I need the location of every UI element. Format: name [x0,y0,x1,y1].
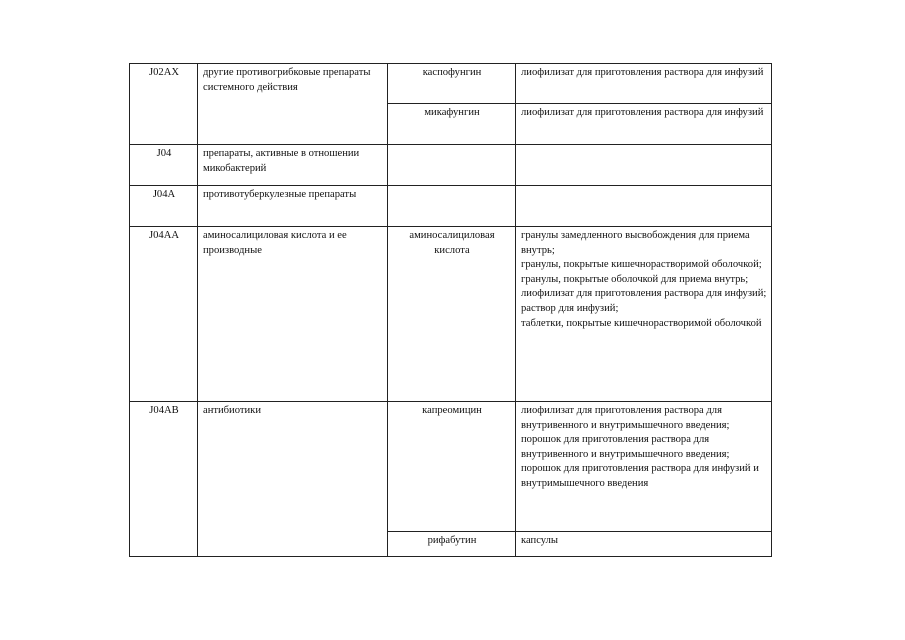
table-row [130,64,772,104]
table-row [130,145,772,186]
dosage-form-cell [516,145,772,186]
dosage-form-cell [516,186,772,227]
dosage-form-item: порошок для приготовления раствора для инфузий и внутримышечного введения [521,463,759,489]
group-name-cell: другие противогрибковые препараты системного действия [198,64,388,145]
drug-name-cell [388,186,516,227]
group-name-cell: антибиотики [198,402,388,557]
drug-name-cell: микафунгин [388,104,516,145]
dosage-form-item: таблетки, покрытые кишечнорастворимой оболочкой [521,317,762,329]
drug-name-cell [388,145,516,186]
atc-code-cell: J04AA [130,227,198,402]
drug-name-cell: аминосалициловая кислота [388,227,516,402]
atc-code-cell: J04 [130,145,198,186]
dosage-form-item: лиофилизат для приготовления раствора для инфузий; [521,288,767,300]
drug-name-cell: рифабутин [388,532,516,557]
atc-code-cell: J04AB [130,402,198,557]
dosage-form-item: гранулы, покрытые оболочкой для приема внутрь; [521,273,749,285]
drug-table [129,63,772,557]
table-body [130,64,772,557]
table-row [130,402,772,532]
dosage-form-item: лиофилизат для приготовления раствора для инфузий [521,107,764,118]
dosage-form-item: гранулы, покрытые кишечнорастворимой оболочкой; [521,259,762,271]
atc-code-cell: J02AX [130,64,198,145]
dosage-form-item: лиофилизат для приготовления раствора для внутривенного и внутримышечного введения; [521,405,730,431]
dosage-form-item: порошок для приготовления раствора для внутривенного и внутримышечного введения; [521,434,730,460]
group-name-cell: препараты, активные в отношении микобактерий [198,145,388,186]
drug-name-cell: капреомицин [388,402,516,532]
group-name-cell: аминосалициловая кислота и ее производные [198,227,388,402]
dosage-form-item: лиофилизат для приготовления раствора для инфузий [521,67,764,78]
group-name-cell: противотуберкулезные препараты [198,186,388,227]
table-row [130,227,772,402]
dosage-form-item: капсулы [521,535,559,546]
dosage-form-cell [516,227,772,402]
dosage-form-cell [516,532,772,557]
table-row [130,186,772,227]
dosage-form-item: гранулы замедленного высвобождения для приема внутрь; [521,230,750,256]
atc-code-cell: J04A [130,186,198,227]
dosage-form-cell [516,104,772,145]
dosage-form-cell [516,402,772,532]
dosage-form-item: раствор для инфузий; [521,302,619,314]
dosage-form-cell [516,64,772,104]
drug-name-cell: каспофунгин [388,64,516,104]
